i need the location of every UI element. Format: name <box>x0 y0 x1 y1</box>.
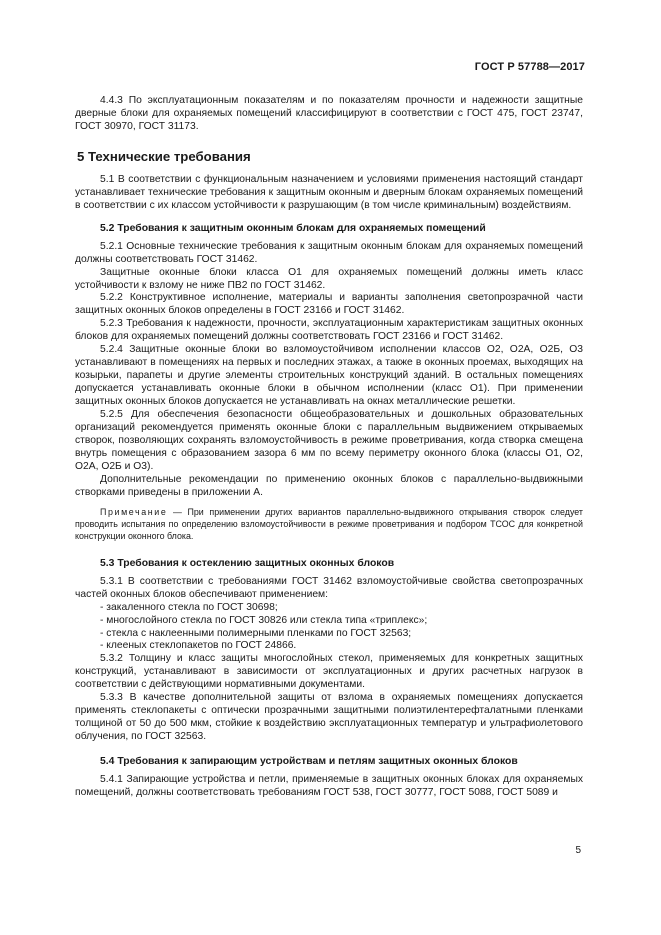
paragraph-5-2-1b: Защитные оконные блоки класса О1 для охраняемых помещений должны иметь класс устойчивости к взлому не ниже ПВ2 по ГОСТ 31462. <box>75 266 583 291</box>
paragraph-5-2-2: 5.2.2 Конструктивное исполнение, материалы и варианты заполнения светопрозрачной части защитных оконных блоков определены в ГОСТ 23166 и ГОСТ 31462. <box>75 292 583 317</box>
note-label: Примечание <box>100 506 168 517</box>
note-text: — При применении других вариантов параллельно-выдвижного открывания створок следует проводить испытания по определению взломоустойчивости в режиме проветривания и подбором ТСОС для конкретной конструкции оконного блока. <box>75 506 583 541</box>
paragraph-5-2-5b: Дополнительные рекомендации по применению оконных блоков с параллельно-выдвижными створками приведены в приложении А. <box>75 473 583 498</box>
note-paragraph <box>75 506 583 542</box>
paragraph-5-4-1: 5.4.1 Запирающие устройства и петли, применяемые в защитных оконных блоках для охраняемых помещений, должны соответствовать требованиям ГОСТ 538, ГОСТ 30777, ГОСТ 5088, ГОСТ 5089 и <box>75 774 583 798</box>
list-item: - стекла с наклеенными полимерными пленками по ГОСТ 32563; <box>100 627 412 639</box>
document-body <box>75 95 583 800</box>
paragraph-5-2-1: 5.2.1 Основные технические требования к защитным оконным блокам для охраняемых помещений должны соответствовать ГОСТ 31462. <box>75 240 583 265</box>
page-number: 5 <box>575 845 581 856</box>
list-item: - многослойного стекла по ГОСТ 30826 или стекла типа «триплекс»; <box>100 614 428 626</box>
list-item: - клееных стеклопакетов по ГОСТ 24866. <box>100 640 297 652</box>
paragraph-5-1: 5.1 В соответствии с функциональным назначением и условиями применения настоящий стандарт устанавливает технические требования к защитным оконным и дверным блокам охраняемых помещений в соответствии с их классом устойчивости к разрушающим (в том числе криминальным) воздействиям. <box>75 173 583 211</box>
paragraph-5-2-3: 5.2.3 Требования к надежности, прочности, эксплуатационным характеристикам защитных оконных блоков для охраняемых помещений должны соответствовать ГОСТ 23166 и ГОСТ 31462. <box>75 318 583 343</box>
paragraph-5-3-1: 5.3.1 В соответствии с требованиями ГОСТ 31462 взломоустойчивые свойства светопрозрачных частей оконных блоков обеспечивают применением: <box>75 575 583 600</box>
section-5-3-heading: 5.3 Требования к остеклению защитных оконных блоков <box>100 557 395 569</box>
section-5-4-heading: 5.4 Требования к запирающим устройствам и петлям защитных оконных блоков <box>100 756 518 768</box>
paragraph-4-4-3: 4.4.3 По эксплуатационным показателям и по показателям прочности и надежности защитные дверные блоки для охраняемых помещений классифицируют в соответствии с ГОСТ 475, ГОСТ 23747, ГОСТ 30970, ГОСТ 31173. <box>75 95 583 132</box>
paragraph-5-3-3: 5.3.3 В качестве дополнительной защиты от взлома в охраняемых помещениях допускается применять стеклопакеты с оптически прозрачными защитными полиэтилентерефталатными пленками толщиной от 50 до 500 мкм, стойкие к воздействию эксплуатационных температур и ультрафиолетового облучения, по ГОСТ 32563. <box>75 692 583 743</box>
section-5-heading: 5 Технические требования <box>77 148 251 164</box>
paragraph-5-3-2: 5.3.2 Толщину и класс защиты многослойных стекол, применяемых для конкретных защитных конструкций, устанавливают в зависимости от эксплуатационных и других расчетных нагрузок в соответствии с действующими нормативными документами. <box>75 653 583 691</box>
document-code: ГОСТ Р 57788—2017 <box>474 61 585 73</box>
paragraph-5-2-5: 5.2.5 Для обеспечения безопасности общеобразовательных и дошкольных образовательных организаций рекомендуется применять оконные блоки с параллельным выдвижением открываемых створок, позволяющих сохранять взломоустойчивость в режиме проветривания, когда створка смещена внутрь помещения с образованием зазора 6 мм по всему периметру оконного блока (классы О1, О2, О2А, О2Б и О3). <box>75 409 583 472</box>
list-item: - закаленного стекла по ГОСТ 30698; <box>100 601 278 613</box>
section-5-2-heading: 5.2 Требования к защитным оконным блокам для охраняемых помещений <box>100 222 486 234</box>
paragraph-5-2-4: 5.2.4 Защитные оконные блоки во взломоустойчивом исполнении классов О2, О2А, О2Б, О3 устанавливают в помещениях на первых и последних этажах, а также в оконных проемах, выходящих на козырьки, парапеты и другие элементы строительных конструкций зданий. В остальных помещениях допускается устанавливать оконные блоки в обычном исполнении (класс О1). При применении защитных оконных блоков допускается не устанавливать на окнах металлические решетки. <box>75 344 583 408</box>
